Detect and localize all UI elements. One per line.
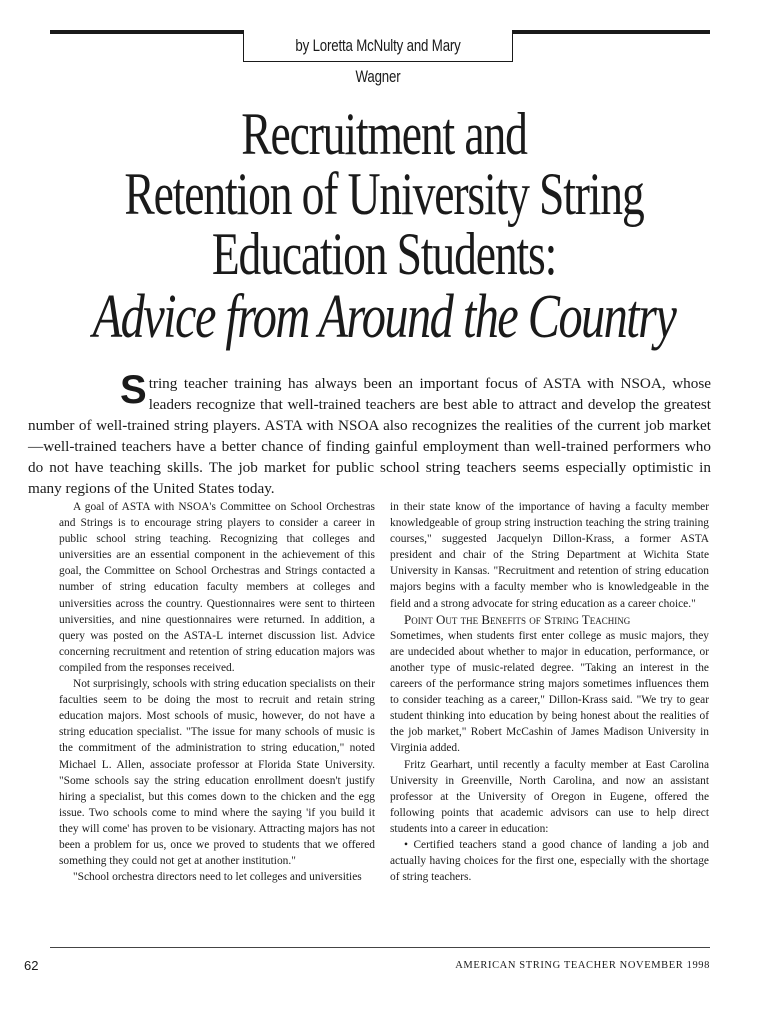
body-paragraph: Not surprisingly, schools with string education specialists on their faculties seem to be doing the most to recruit and retain string education majors. Most schools of music, however, do not have a string education specialist. "The issue for many schools of music is the commitment of the administration to string education," noted Michael L. Allen, associate professor at Florida State University. "Some schools say the string education enrollment doesn't justify hiring a specialist, but this comes down to the chicken and the egg issue. Two schools come to mind where the saying 'if you build it they will come' has proven to be visionary. Attracting majors has not been a problem for us, once we proved to students that we offered something they could not get at another institution.": [59, 678, 375, 868]
body-paragraph: A goal of ASTA with NSOA's Committee on School Orchestras and Strings is to encourage string players to consider a career in public school string teaching. Recognizing that colleges and universities are an essential component in the achievement of this goal, the Committee on School Orchestras and Strings contacted a number of string education faculty members at colleges and universities across the country. Questionnaires were sent to thirteen universities, and nine questionnaires were returned. In addition, a query was posted on the ASTA-L internet discussion list. Advice concerning recruitment and retention of string education majors was compiled from the responses received.: [59, 501, 375, 674]
body-paragraph: "School orchestra directors need to let colleges and universities: [73, 871, 362, 884]
body-paragraph: Fritz Gearhart, until recently a faculty member at East Carolina University in Greenville, North Carolina, and now an assistant professor at the University of Oregon in Eugene, offered the following points that academic advisors can use to help direct students into a career in education:: [390, 758, 709, 835]
section-heading: Point Out the Benefits of String Teaching: [404, 611, 631, 627]
title-line-3: Education Students:: [211, 221, 557, 287]
drop-cap: S: [120, 368, 147, 412]
footer-rule: [50, 947, 710, 948]
title-line-2: Retention of University String: [124, 161, 644, 227]
article-title: [0, 101, 768, 351]
intro-paragraph: [28, 368, 711, 499]
body-paragraph: Sometimes, when students first enter college as music majors, they are undecided about whether to major in education, performance, or another type of music-related degree. "Taking an interest in the careers of the performance string majors sometimes influences them to consider teaching as a career," Dillon-Krass said. "We try to gear student thinking into education by being honest about the realities of the job market," Robert McCashin of James Madison University in Virginia added.: [390, 629, 709, 755]
body-paragraph: in their state know of the importance of having a faculty member knowledgeable of group string instruction teaching the string training courses," suggested Jacquelyn Dillon-Krass, a former ASTA president and chair of the String Department at Wichita State University in Kansas. "Recruitment and retention of string education majors begins with a faculty member who is knowledgeable in the field and a strong advocate for string education as a career choice.": [390, 501, 709, 610]
right-column: [390, 499, 709, 885]
byline: by Loretta McNulty and Mary Wagner: [295, 36, 461, 86]
journal-name: AMERICAN STRING TEACHER NOVEMBER 1998: [455, 960, 710, 971]
page-number: 62: [24, 958, 39, 973]
article-subtitle: Advice from Around the Country: [92, 283, 676, 351]
title-line-1: Recruitment and: [241, 101, 527, 167]
intro-text: tring teacher training has always been an important focus of ASTA with NSOA, whose leaders recognize that well-trained teachers are best able to attract and develop the greatest number of well-trained string players. ASTA with NSOA also recognizes the realities of the current job market—well-trained teachers have a better chance of finding gainful employment than well-trained performers who do not have teaching skills. The job market for public school string teachers seems especially optimistic in many regions of the United States today.: [28, 375, 711, 497]
byline-box: [243, 30, 513, 86]
bullet-item: • Certified teachers stand a good chance of landing a job and actually having choices for the first one, especially with the shortage of string teachers.: [390, 838, 709, 884]
left-column: [59, 499, 375, 885]
